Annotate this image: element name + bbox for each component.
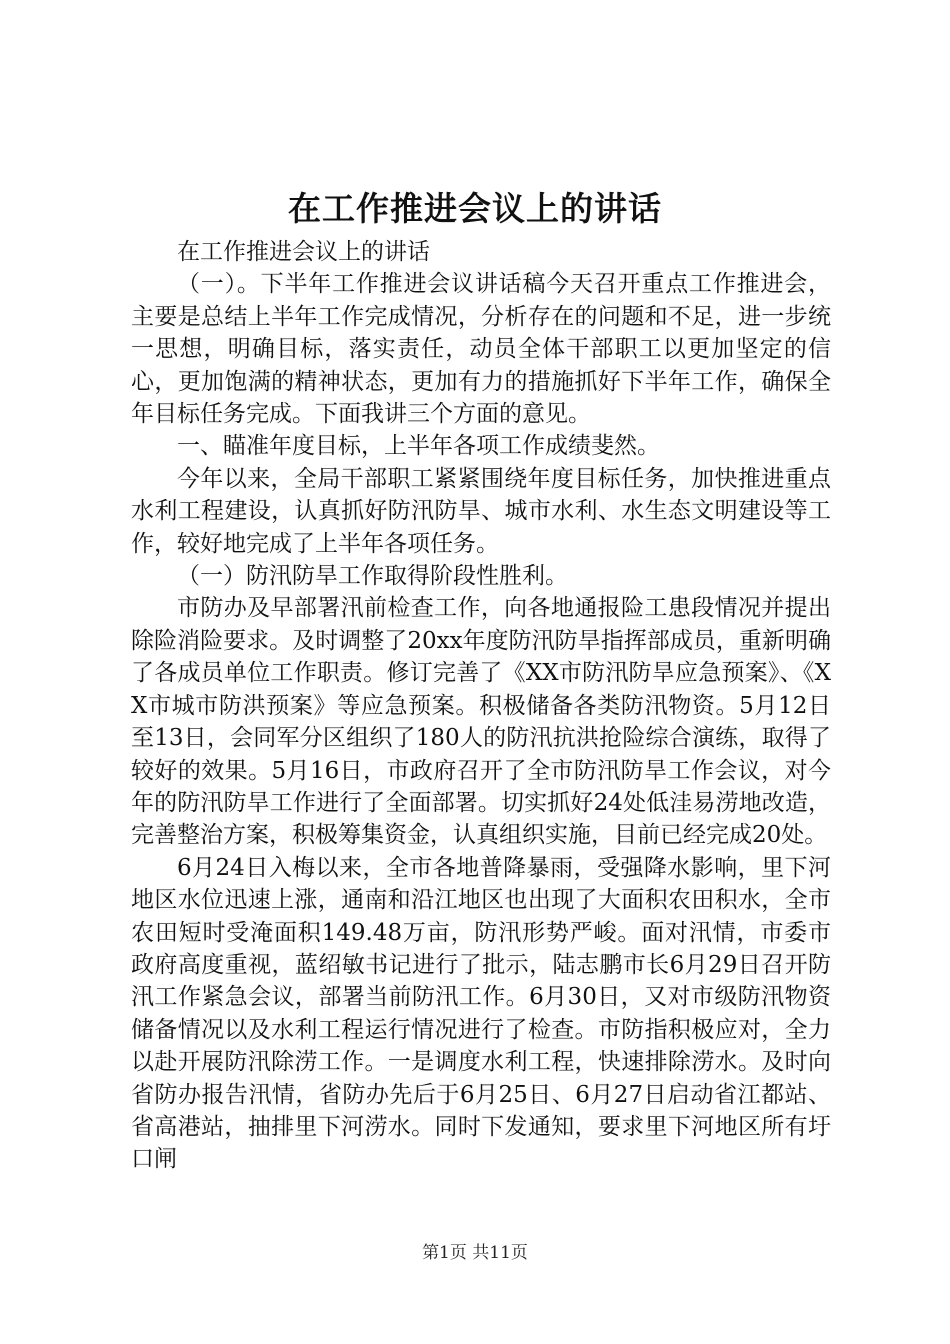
paragraph-flood-response: 6月24日入梅以来，全市各地普降暴雨，受强降水影响，里下河地区水位迅速上涨，通南和沿江地区也出现了大面积农田积水，全市农田短时受淹面积149.48万亩，防汛形势严峻。面对汛情，市委市政府高度重视，蓝绍敏书记进行了批示，陆志鹏市长6月29日召开防汛工作紧急会议，部署当前防汛工作。6月30日，又对市级防汛物资储备情况以及水利工程运行情况进行了检查。市防指积极应对，全力以赴开展防汛除涝工作。一是调度水利工程，快速排除涝水。及时向省防办报告汛情，省防办先后于6月25日、6月27日启动省江都站、省高港站，抽排里下河涝水。同时下发通知，要求里下河地区所有圩口闸 (131, 854, 831, 1173)
paragraph-overview: 今年以来，全局干部职工紧紧围绕年度目标任务，加快推进重点水利工程建设，认真抓好防汛防旱、城市水利、水生态文明建设等工作，较好地完成了上半年各项任务。 (131, 465, 831, 557)
page-number: 第1页 共11页 (422, 1243, 528, 1263)
subsection-heading-1: （一）防汛防旱工作取得阶段性胜利。 (177, 563, 568, 590)
section-heading-1: 一、瞄准年度目标，上半年各项工作成绩斐然。 (177, 433, 660, 460)
paragraph-intro: （一）。下半年工作推进会议讲话稿今天召开重点工作推进会，主要是总结上半年工作完成情况，分析存在的问题和不足，进一步统一思想，明确目标，落实责任，动员全体干部职工以更加坚定的信心，更加饱满的精神状态，更加有力的措施抓好下半年工作，确保全年目标任务完成。下面我讲三个方面的意见。 (131, 271, 831, 428)
paragraph-flood-prep: 市防办及早部署汛前检查工作，向各地通报险工患段情况并提出除险消险要求。及时调整了20xx年度防汛防旱指挥部成员，重新明确了各成员单位工作职责。修订完善了《XX市防汛防旱应急预案》、《XX市城市防洪预案》等应急预案。积极储备各类防汛物资。5月12日至13日，会同军分区组织了180人的防汛抗洪抢险综合演练，取得了较好的效果。5月16日，市政府召开了全市防汛防旱工作会议，对今年的防汛防旱工作进行了全面部署。切实抓好24处低洼易涝地改造，完善整治方案，积极筹集资金，认真组织实施，目前已经完成20处。 (131, 595, 831, 849)
document-body (131, 236, 831, 1176)
paragraph-heading-repeat: 在工作推进会议上的讲话 (177, 239, 430, 265)
document-title: 在工作推进会议上的讲话 (288, 189, 662, 228)
